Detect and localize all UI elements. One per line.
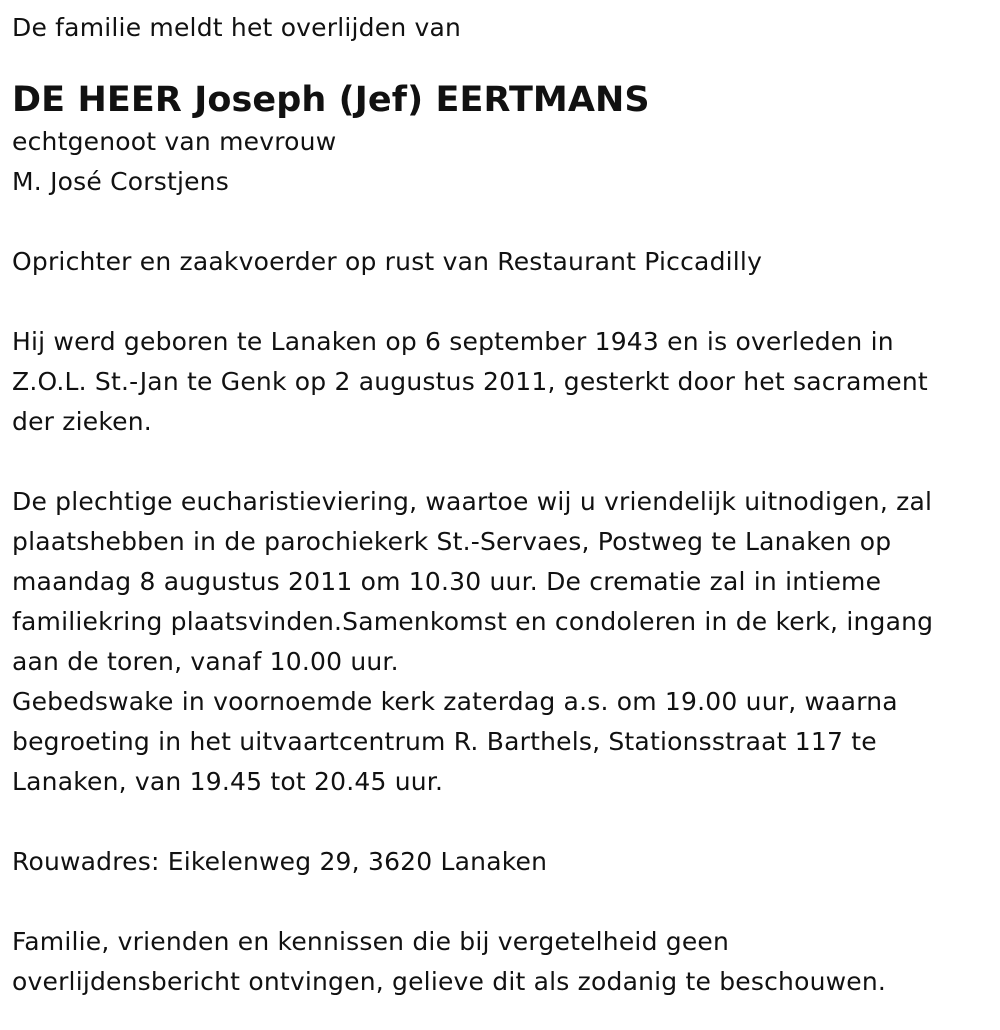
spacer <box>12 882 988 922</box>
paragraph-line: begroeting in het uitvaartcentrum R. Barthels, Stationsstraat 117 te <box>12 727 877 756</box>
mourning-address: Rouwadres: Eikelenweg 29, 3620 Lanaken <box>12 847 548 876</box>
occupation-text: Oprichter en zaakvoerder op rust van Restaurant Piccadilly <box>12 247 763 276</box>
paragraph-line: De plechtige eucharistieviering, waartoe wij u vriendelijk uitnodigen, zal <box>12 487 933 516</box>
birth-death-paragraph <box>12 322 988 442</box>
spacer <box>12 442 988 482</box>
closing-paragraph <box>12 922 988 1002</box>
paragraph-line: Lanaken, van 19.45 tot 20.45 uur. <box>12 767 444 796</box>
ceremony-paragraph <box>12 482 988 802</box>
deceased-name: DE HEER Joseph (Jef) EERTMANS <box>12 80 650 120</box>
intro-text: De familie meldt het overlijden van <box>12 13 462 42</box>
paragraph-line: Familie, vrienden en kennissen die bij vergetelheid geen <box>12 927 730 956</box>
paragraph-line: maandag 8 augustus 2011 om 10.30 uur. De crematie zal in intieme <box>12 567 882 596</box>
paragraph-line: plaatshebben in de parochiekerk St.-Servaes, Postweg te Lanaken op <box>12 527 892 556</box>
paragraph-line: aan de toren, vanaf 10.00 uur. <box>12 647 399 676</box>
spacer <box>12 802 988 842</box>
paragraph-line: Z.O.L. St.-Jan te Genk op 2 augustus 2011, gesterkt door het sacrament <box>12 367 928 396</box>
spacer <box>12 282 988 322</box>
paragraph-line: der zieken. <box>12 407 152 436</box>
paragraph-line: Hij werd geboren te Lanaken op 6 september 1943 en is overleden in <box>12 327 894 356</box>
spacer <box>12 202 988 242</box>
paragraph-line: Gebedswake in voornoemde kerk zaterdag a.s. om 19.00 uur, waarna <box>12 687 898 716</box>
paragraph-line: overlijdensbericht ontvingen, gelieve dit als zodanig te beschouwen. <box>12 967 887 996</box>
spouse-line-2: M. José Corstjens <box>12 167 229 196</box>
paragraph-line: familiekring plaatsvinden.Samenkomst en condoleren in de kerk, ingang <box>12 607 934 636</box>
spouse-line-1: echtgenoot van mevrouw <box>12 127 337 156</box>
